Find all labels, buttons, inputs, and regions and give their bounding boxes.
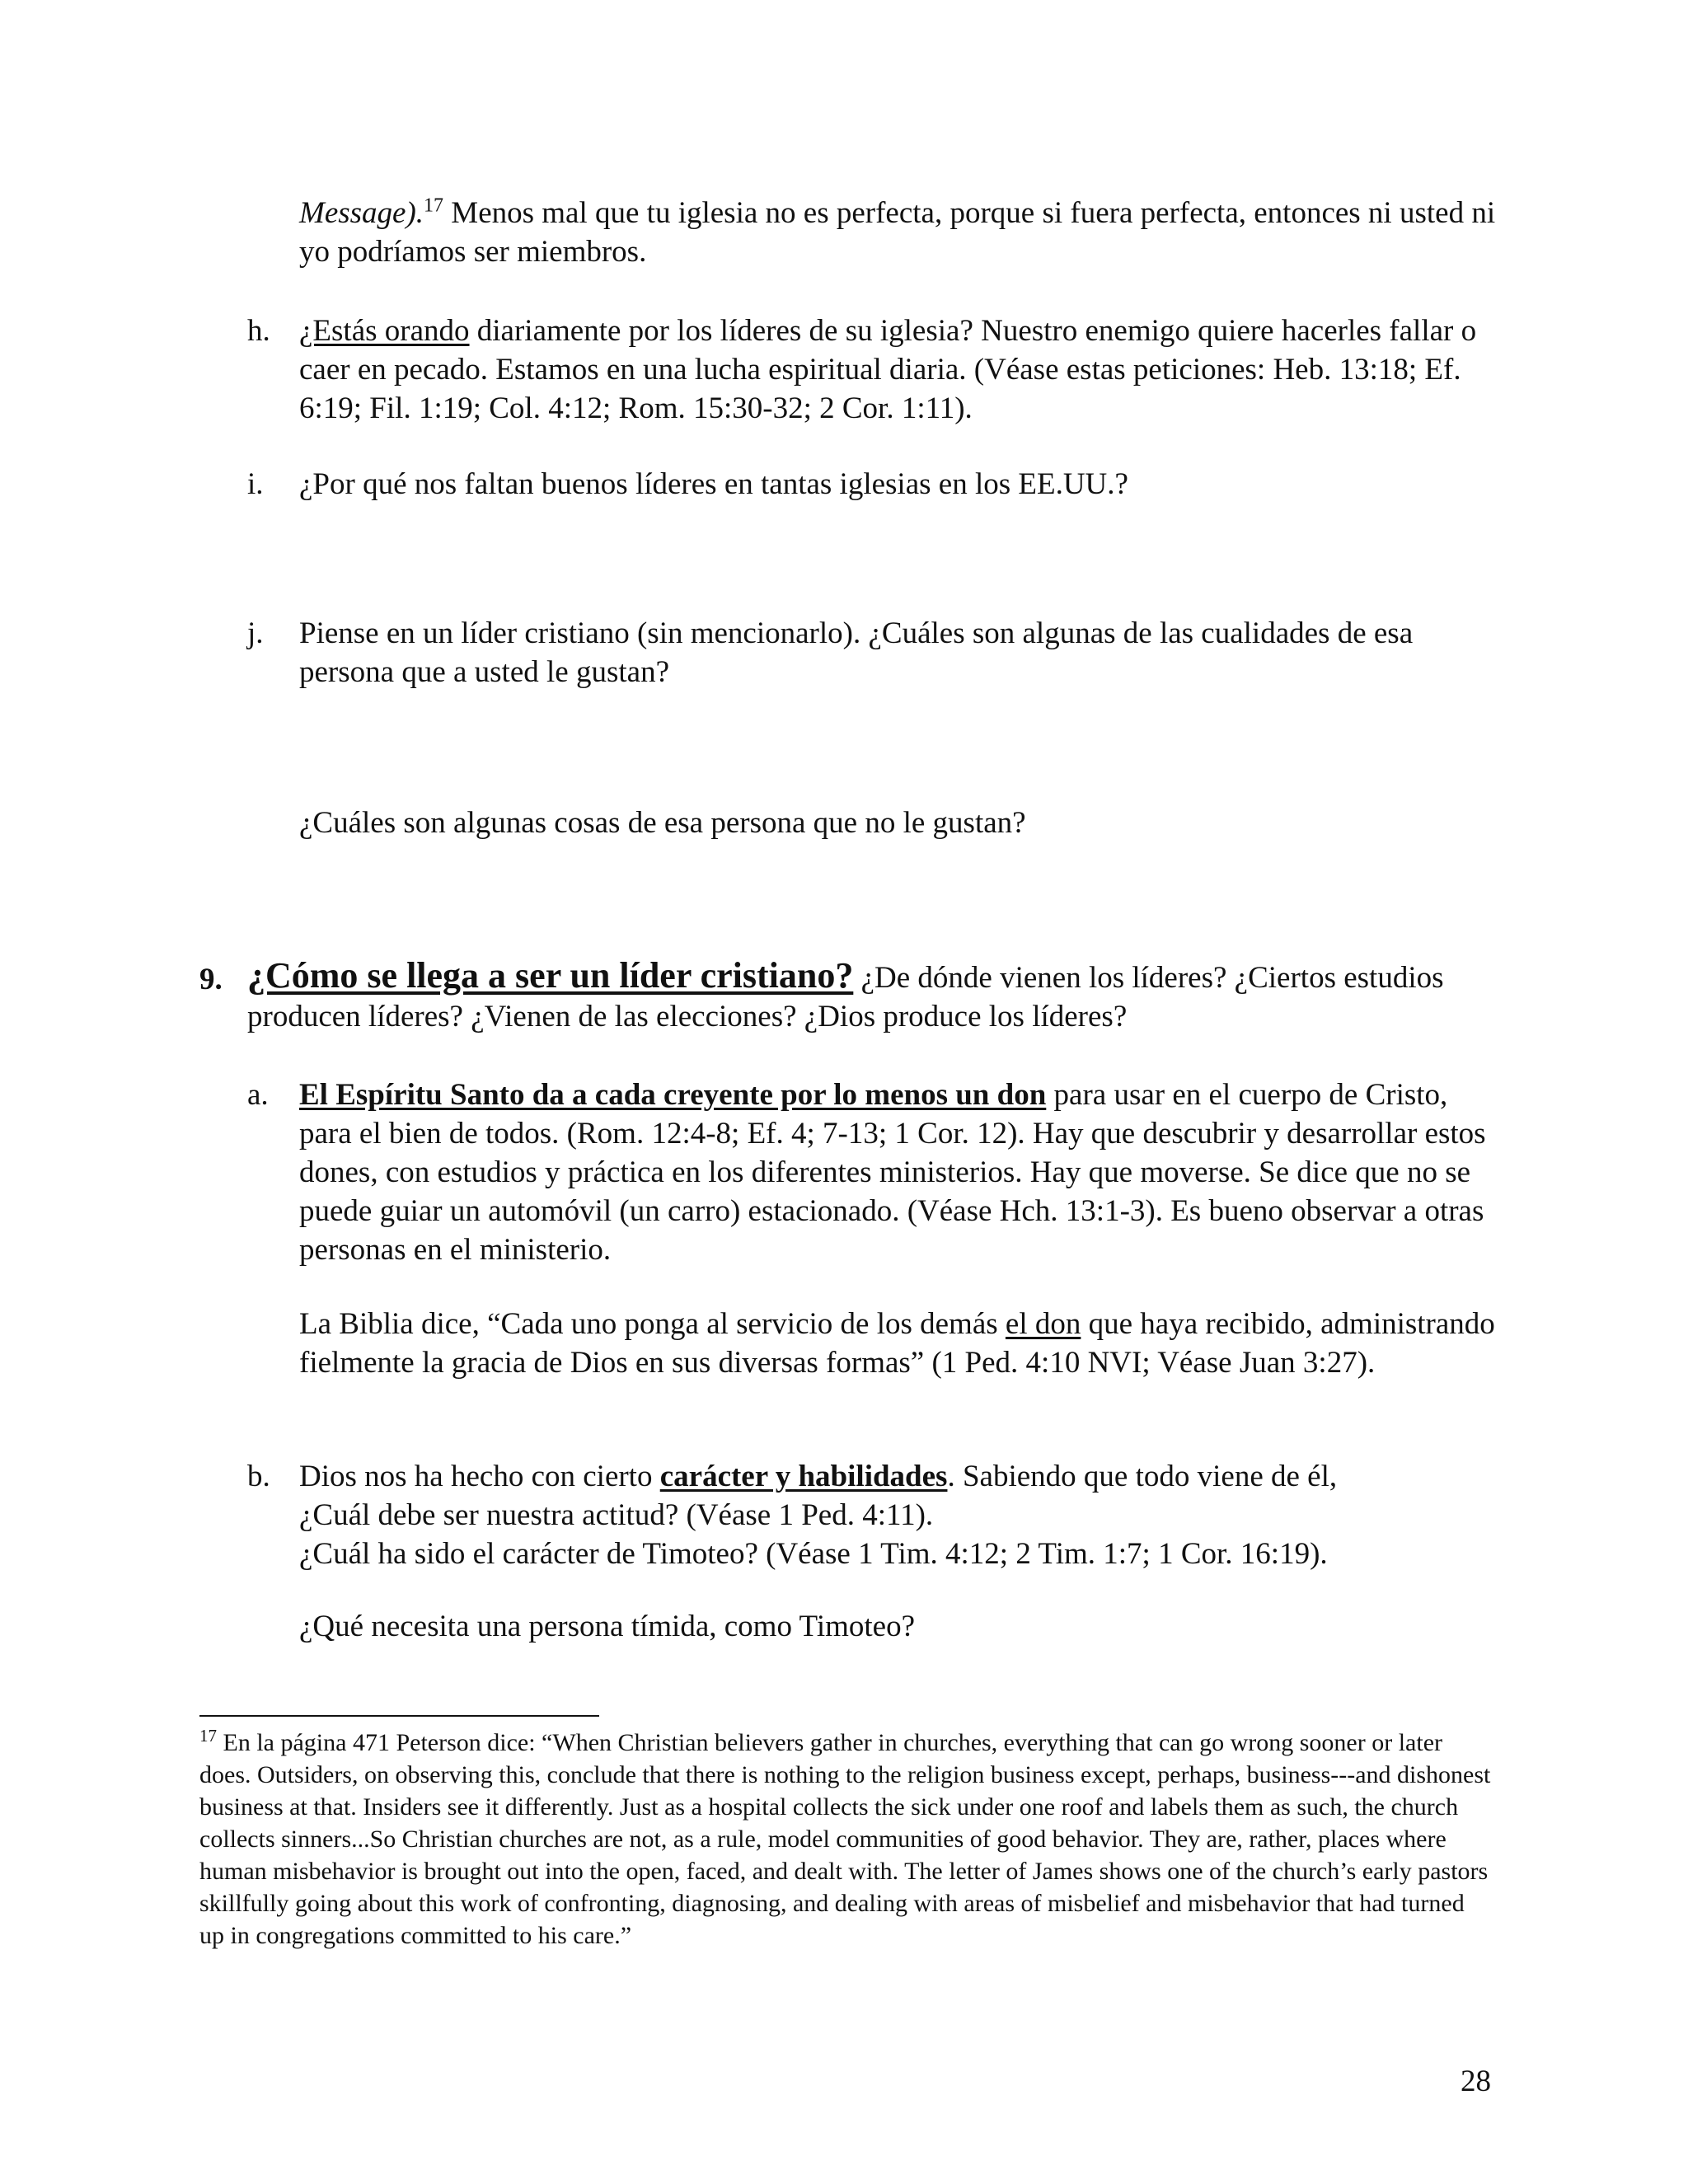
item-h-label: h. xyxy=(247,314,270,348)
item-b-line-1 xyxy=(299,1457,1503,1496)
item-b-followup: ¿Qué necesita una persona tímida, como Timoteo? xyxy=(299,1610,916,1643)
section-9-title: ¿Cómo se llega a ser un líder cristiano? xyxy=(247,955,854,996)
item-b-line-2: ¿Cuál debe ser nuestra actitud? (Véase 1 Ped. 4:11). xyxy=(299,1498,934,1532)
item-j-label: j. xyxy=(247,616,264,650)
item-a-label: a. xyxy=(247,1078,269,1112)
item-b-before: Dios nos ha hecho con cierto xyxy=(299,1460,660,1493)
item-a-p2-after: que haya recibido, administrando fielmente la gracia de Dios en sus diversas formas” (1 Ped. 4:10 NVI; Véase Juan 3:27). xyxy=(299,1307,1495,1380)
item-a-paragraph-2 xyxy=(299,1305,1503,1382)
item-i-label: i. xyxy=(247,467,264,501)
item-b-line-3: ¿Cuál ha sido el carácter de Timoteo? (Véase 1 Tim. 4:12; 2 Tim. 1:7; 1 Cor. 16:19). xyxy=(299,1537,1328,1571)
item-a-p2-underlined: el don xyxy=(1005,1307,1081,1341)
footnote-ref-17[interactable]: 17 xyxy=(424,194,444,217)
item-i-text: ¿Por qué nos faltan buenos líderes en tantas iglesias en los EE.UU.? xyxy=(299,467,1128,501)
message-italic: Message). xyxy=(299,196,424,230)
item-b-text xyxy=(299,1457,1503,1573)
item-a-body: para usar en el cuerpo de Cristo, para el bien de todos. (Rom. 12:4-8; Ef. 4; 7-13; 1 Cor. 12). Hay que descubrir y desarrollar estos dones, con estudios y práctica en los diferentes ministerios. Hay que moverse. Se dice que no se puede guiar un automóvil (un carro) estacionado. (Véase Hch. 13:1-3). Es bueno observar a otras personas en el ministerio. xyxy=(299,1078,1486,1267)
footnote-17 xyxy=(199,1727,1493,1952)
item-b-label: b. xyxy=(247,1460,270,1493)
item-a-bold-underlined: El Espíritu Santo da a cada creyente por lo menos un don xyxy=(299,1078,1047,1112)
item-a-p2-before: La Biblia dice, “Cada uno ponga al servicio de los demás xyxy=(299,1307,1006,1341)
item-b-after: . Sabiendo que todo viene de él, xyxy=(947,1460,1338,1493)
item-h-underlined: ¿Estás orando xyxy=(299,314,470,348)
section-9-text: ¿De dónde vienen los líderes? ¿Ciertos estudios producen líderes? ¿Vienen de las elecciones? ¿Dios produce los líderes? xyxy=(247,961,1444,1033)
item-h-text xyxy=(299,312,1503,428)
item-j-followup: ¿Cuáles son algunas cosas de esa persona que no le gustan? xyxy=(299,806,1026,840)
footnote-marker: 17 xyxy=(199,1726,217,1746)
footnote-text: En la página 471 Peterson dice: “When Christian believers gather in churches, everything that can go wrong sooner or later does. Outsiders, on observing this, conclude that there is nothing to the religion business except, perhaps, business---and dishonest business at that. Insiders see it differently. Just as a hospital collects the sick under one roof and labels them as such, the church collects sinners...So Christian churches are not, as a rule, model communities of good behavior. They are, rather, places where human misbehavior is brought out into the open, faced, and dealt with. The letter of James shows one of the church’s early pastors skillfully going about this work of confronting, diagnosing, and dealing with areas of misbelief and misbehavior that had turned up in congregations committed to his care.” xyxy=(199,1729,1491,1949)
item-a-text xyxy=(299,1076,1503,1269)
continuation-paragraph xyxy=(299,194,1503,271)
section-9-heading xyxy=(247,956,1500,1036)
item-h-body: diariamente por los líderes de su iglesia? Nuestro enemigo quiere hacerles fallar o caer en pecado. Estamos en una lucha espiritual diaria. (Véase estas peticiones: Heb. 13:18; Ef. 6:19; Fil. 1:19; Col. 4:12; Rom. 15:30-32; 2 Cor. 1:11). xyxy=(299,314,1477,425)
page-number: 28 xyxy=(1461,2064,1491,2098)
footnote-separator xyxy=(199,1715,599,1717)
item-j-text: Piense en un líder cristiano (sin mencionarlo). ¿Cuáles son algunas de las cualidades de esa persona que a usted le gustan? xyxy=(299,616,1414,689)
section-9-number: 9. xyxy=(199,963,223,996)
item-b-bold-underlined: carácter y habilidades xyxy=(659,1460,948,1493)
continuation-text: Menos mal que tu iglesia no es perfecta, porque si fuera perfecta, entonces ni usted ni yo podríamos ser miembros. xyxy=(299,196,1496,269)
